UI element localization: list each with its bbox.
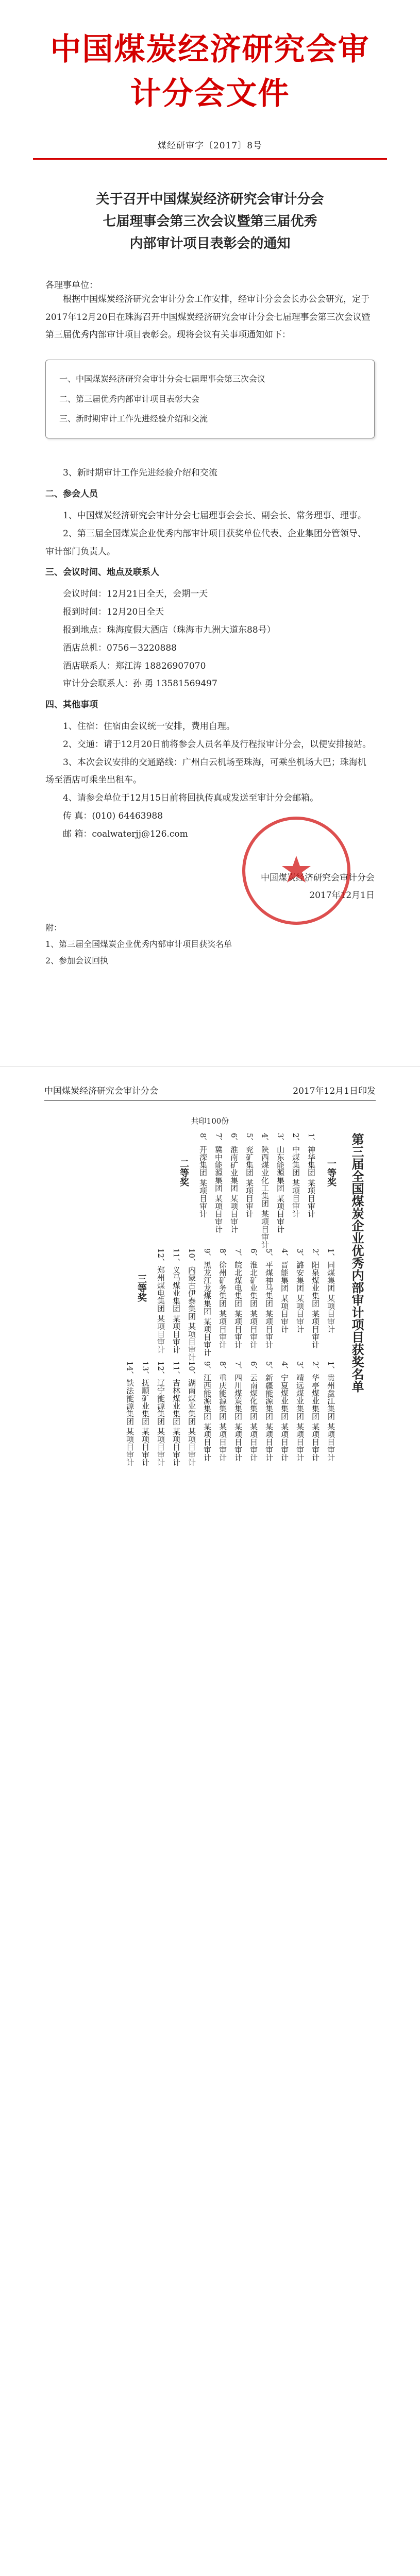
header-org: 中国煤炭经济研究会审计分会 [44,1086,158,1096]
hotel-line: 报到地点：珠海度假大酒店（珠海市九洲大道东88号） [63,624,276,635]
agenda-box [45,360,375,438]
award-item: 3、靖远煤业集团 某项目审计 [295,1361,305,1462]
award-item: 14、铁法能源集团 某项目审计 [125,1361,135,1467]
award-item: 4、晋能集团 某项目审计 [280,1248,289,1333]
other-item: 2、交通：请于12月20日前将参会人员名单及行程报审计分会，以便安排接站。 [63,739,372,750]
grade-column [323,1133,339,1187]
award-item: 7、冀中能源集团 某项目审计 [214,1133,223,1233]
award-item: 4、宁夏煤业集团 某项目审计 [280,1361,289,1462]
print-count: 共印100份 [191,1116,229,1126]
award-item: 3、潞安集团 某项目审计 [295,1248,305,1333]
award-item: 2、阳泉煤业集团 某项目审计 [311,1248,320,1349]
award-item: 5、新疆能源集团 某项目审计 [264,1361,274,1462]
award-list-title: 第三届全国煤炭企业优秀内部审计项目获奖名单 [349,1133,364,1393]
award-item: 1、神华集团 某项目审计 [307,1133,316,1218]
title-line: 内部审计项目表彰会的通知 [129,235,291,251]
award-item: 9、江西能源集团 某项目审计 [203,1361,212,1462]
award-item: 12、辽宁能源集团 某项目审计 [156,1361,165,1467]
red-divider [33,158,387,160]
award-item: 5、兖矿集团 某项目审计 [245,1133,254,1218]
award-item: 10、湖南煤业集团 某项目审计 [187,1361,196,1467]
award-item: 11、义马煤业集团 某项目审计 [172,1248,181,1354]
section-heading: 二、参会人员 [45,489,98,500]
award-item: 8、徐州矿务集团 某项目审计 [218,1248,227,1349]
attendee-line: 1、中国煤炭经济研究会审计分会七届理事会会长、副会长、常务理事、理事。 [63,510,366,521]
page-header [44,1083,376,1101]
grade-items [122,1361,339,1466]
award-item: 7、四川煤炭集团 某项目审计 [233,1361,243,1462]
award-item: 11、吉林煤业集团 某项目审计 [172,1361,181,1467]
recipient: 各理事单位： [45,280,98,291]
notice-page [0,0,420,1033]
award-list [44,1133,375,2576]
attachment-item: 1、第三届全国煤炭企业优秀内部审计项目获奖名单 [45,939,232,949]
award-item: 6、云南煤化集团 某项目审计 [249,1361,258,1462]
attachments-label: 附： [45,922,62,933]
email: 邮 箱：coalwaterjj@126.com [63,828,188,839]
award-item: 10、内蒙古伊泰集团 某项目审计 [187,1248,196,1362]
award-item: 3、山东能源集团 某项目审计 [276,1133,285,1233]
award-item: 1、贵州盘江集团 某项目审计 [326,1361,335,1462]
award-item: 9、黑龙江龙煤集团 某项目审计 [203,1248,212,1357]
hotel-phone: 酒店总机：0756－3220888 [63,642,177,653]
hotel-contact: 酒店联系人：郑江涛 18826907070 [63,660,206,671]
intro-paragraph: 根据中国煤炭经济研究会审计分会工作安排，经审计分会会长办公会研究，定于2017年12月20日在珠海召开中国煤炭经济研究会审计分会七届理事会第三次会议暨第三届优秀内部审计项目表彰会。现将会议有关事项通知如下： [45,294,371,341]
award-item: 8、开滦集团 某项目审计 [198,1133,208,1218]
title-line: 七届理事会第三次会议暨第三届优秀 [103,213,317,229]
award-item: 6、淮南矿业集团 某项目审计 [229,1133,239,1233]
fax: 传 真：(010) 64463988 [63,811,163,822]
grade-label: 三等奖 [136,1274,147,1302]
sign-date: 2017年12月1日 [309,890,375,901]
award-item: 2、华亭煤业集团 某项目审计 [311,1361,320,1462]
attachments [45,920,375,969]
award-item: 8、重庆能源集团 某项目审计 [218,1361,227,1462]
attachment-item: 2、参加会议回执 [45,955,109,965]
award-item: 4、陕西煤业化工集团 某项目审计 [260,1133,270,1249]
award-item: 7、皖北煤电集团 某项目审计 [233,1248,243,1349]
other-item: 1、住宿：住宿由会议统一安排，费用自理。 [63,721,235,732]
header-date: 2017年12月1日印发 [293,1086,376,1096]
award-item: 12、郑州煤电集团 某项目审计 [156,1248,165,1354]
award-item: 1、同煤集团 某项目审计 [326,1248,335,1333]
award-item: 13、抚顺矿业集团 某项目审计 [141,1361,150,1467]
award-item: 2、中煤集团 某项目审计 [291,1133,300,1218]
title-line: 关于召开中国煤炭经济研究会审计分会 [96,192,324,207]
section-heading: 四、其他事项 [45,700,98,710]
other-item: 3、本次会议安排的交通路线：广州白云机场至珠海，可乘坐机场大巴；珠海机场至酒店可乘坐出租车。 [45,757,366,786]
agenda-tail: 3、新时期审计工作先进经验介绍和交流 [63,468,217,479]
official-seal-icon [242,817,350,925]
grade-column [133,1248,149,1302]
section-heading: 三、会议时间、地点及联系人 [45,567,159,578]
grade-items [153,1248,339,1361]
branch-contact: 审计分会联系人：孙 勇 13581569497 [63,679,217,689]
signer: 中国煤炭经济研究会审计分会 [261,872,375,883]
award-item: 5、平煤神马集团 某项目审计 [264,1248,274,1349]
document-title [45,189,375,255]
document-number: 煤经研审字〔2017〕8号 [157,141,263,151]
other-item: 4、请参会单位于12月15日前将回执传真或发送至审计分会邮箱。 [63,793,319,804]
report-time: 报到时间：12月20日全天 [63,606,164,617]
grade-items [195,1133,319,1248]
grade-column [176,1133,191,1187]
meeting-time: 会议时间：12月21日全天，会期一天 [63,589,208,600]
grade-label: 二等奖 [178,1159,189,1187]
award-item: 6、淮北矿业集团 某项目审计 [249,1248,258,1349]
grade-label: 一等奖 [326,1159,337,1187]
document-head: 中国煤炭经济研究会审计分会文件 [50,31,370,112]
agenda-item: 二、第三届优秀内部审计项目表彰大会 [59,394,200,404]
attendee-line: 2、第三届全国煤炭企业优秀内部审计项目获奖单位代表、企业集团分管领导、审计部门负责人。 [45,528,366,557]
agenda-item: 一、中国煤炭经济研究会审计分会七届理事会第三次会议 [59,374,266,384]
agenda-item: 三、新时期审计工作先进经验介绍和交流 [59,413,208,423]
award-list-page [0,1066,420,2576]
